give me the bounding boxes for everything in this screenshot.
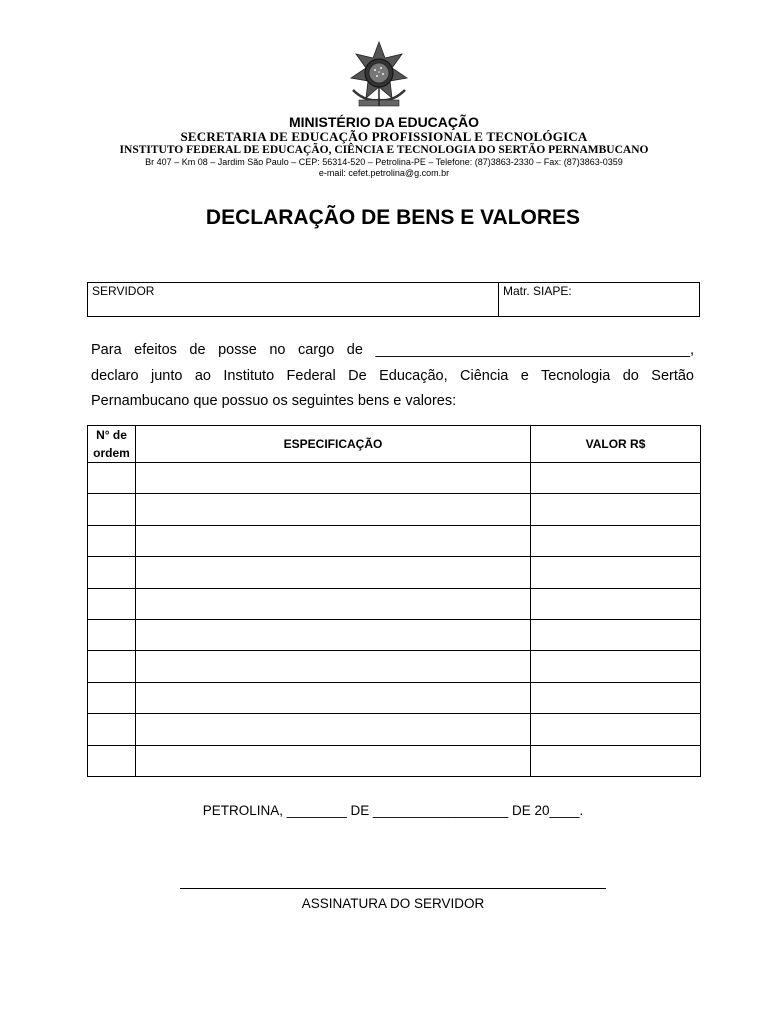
- table-cell-number[interactable]: [88, 494, 136, 525]
- column-header-number: N° de ordem: [88, 426, 136, 463]
- table-cell-specification[interactable]: [136, 651, 531, 682]
- table-header-row: [88, 426, 701, 463]
- table-cell-specification[interactable]: [136, 557, 531, 588]
- table-row: [88, 745, 701, 776]
- table-cell-number[interactable]: [88, 682, 136, 713]
- table-cell-value[interactable]: [531, 745, 701, 776]
- paragraph-line: Para efeitos de posse no cargo de _______________________________________,: [91, 342, 694, 358]
- table-cell-number[interactable]: [88, 463, 136, 494]
- table-cell-value[interactable]: [531, 463, 701, 494]
- siape-field[interactable]: [499, 283, 699, 316]
- table-cell-number[interactable]: [88, 745, 136, 776]
- paragraph-line: declaro junto ao Instituto Federal De Educação, Ciência e Tecnologia do Sertão: [91, 367, 694, 384]
- date-line: PETROLINA, ________ DE __________________ DE 20____.: [202, 803, 584, 818]
- table-row: [88, 525, 701, 556]
- table-cell-value[interactable]: [531, 557, 701, 588]
- table-cell-specification[interactable]: [136, 745, 531, 776]
- brazil-coat-of-arms-icon: [345, 40, 413, 112]
- table-cell-specification[interactable]: [136, 525, 531, 556]
- institution-address: Br 407 – Km 08 – Jardim São Paulo – CEP: 56314-520 – Petrolina-PE – Telefone: (87)3863-2330 – Fax: (87)3863-0359: [145, 157, 623, 167]
- table-cell-value[interactable]: [531, 619, 701, 650]
- instituto-name: INSTITUTO FEDERAL DE EDUCAÇÃO, CIÊNCIA E TECNOLOGIA DO SERTÃO PERNAMBUCANO: [119, 144, 649, 156]
- table-cell-specification[interactable]: [136, 682, 531, 713]
- table-cell-value[interactable]: [531, 714, 701, 745]
- paragraph-line: Pernambucano que possuo os seguintes bens e valores:: [91, 393, 457, 409]
- table-cell-number[interactable]: [88, 714, 136, 745]
- table-cell-specification[interactable]: [136, 463, 531, 494]
- table-cell-specification[interactable]: [136, 714, 531, 745]
- table-cell-value[interactable]: [531, 682, 701, 713]
- signature-line: [180, 888, 606, 889]
- table-row: [88, 714, 701, 745]
- table-cell-value[interactable]: [531, 525, 701, 556]
- table-cell-number[interactable]: [88, 525, 136, 556]
- table-cell-value[interactable]: [531, 494, 701, 525]
- table-row: [88, 463, 701, 494]
- assets-table: [87, 425, 701, 777]
- declaration-paragraph: [91, 338, 694, 415]
- institution-email: e-mail: cefet.petrolina@g.com.br: [318, 168, 450, 178]
- column-header-specification: ESPECIFICAÇÃO: [136, 426, 531, 463]
- servidor-box: [87, 282, 700, 317]
- document-title: DECLARAÇÃO DE BENS E VALORES: [205, 206, 581, 229]
- table-row: [88, 619, 701, 650]
- signature-label: ASSINATURA DO SERVIDOR: [301, 896, 485, 911]
- table-row: [88, 588, 701, 619]
- servidor-label: SERVIDOR: [92, 284, 155, 298]
- table-cell-specification[interactable]: [136, 588, 531, 619]
- table-cell-specification[interactable]: [136, 619, 531, 650]
- table-cell-number[interactable]: [88, 619, 136, 650]
- siape-label: Matr. SIAPE:: [503, 284, 572, 298]
- ministry-name: MINISTÉRIO DA EDUCAÇÃO: [288, 114, 480, 130]
- table-cell-specification[interactable]: [136, 494, 531, 525]
- table-cell-number[interactable]: [88, 651, 136, 682]
- table-row: [88, 557, 701, 588]
- letterhead: [0, 114, 768, 179]
- table-cell-number[interactable]: [88, 588, 136, 619]
- column-header-value: VALOR R$: [531, 426, 701, 463]
- table-cell-value[interactable]: [531, 588, 701, 619]
- table-row: [88, 651, 701, 682]
- table-cell-number[interactable]: [88, 557, 136, 588]
- table-row: [88, 494, 701, 525]
- secretaria-name: SECRETARIA DE EDUCAÇÃO PROFISSIONAL E TECNOLÓGICA: [180, 129, 588, 144]
- table-cell-value[interactable]: [531, 651, 701, 682]
- servidor-field[interactable]: [88, 283, 499, 316]
- table-row: [88, 682, 701, 713]
